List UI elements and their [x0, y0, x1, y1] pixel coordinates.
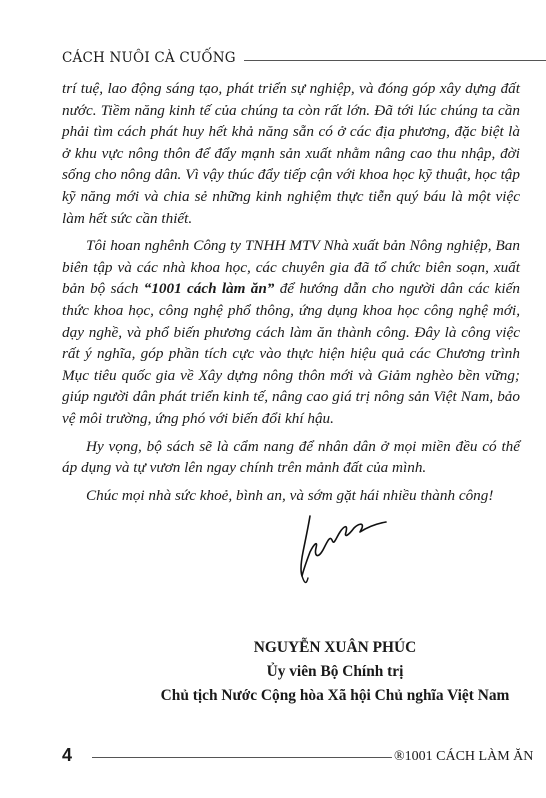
signer-title-1: Ủy viên Bộ Chính trị — [266, 663, 404, 680]
paragraph-3: Hy vọng, bộ sách sẽ là cẩm nang để nhân dân ở mọi miền đều có thể áp dụng và tự vươn lên ngay chính trên mảnh đất của mình. — [62, 437, 520, 477]
footer-series-title: ®1001 CÁCH LÀM ĂN — [394, 749, 534, 764]
paragraph-2 — [62, 235, 520, 429]
foreword-body — [62, 78, 520, 506]
signer-name: NGUYỄN XUÂN PHÚC — [253, 639, 417, 656]
paragraph-2-part-1: Tôi hoan nghênh Công ty TNHH MTV Nhà xuất bản Nông nghiệp, Ban biên tập và các nhà khoa học, các chuyên gia đã tổ chức biên soạn, xuất bản bộ sách — [62, 237, 520, 298]
page-number: 4 — [62, 745, 73, 765]
signature-block — [150, 636, 520, 708]
handwritten-signature — [296, 508, 396, 588]
header-rule — [244, 60, 546, 61]
footer-rule — [92, 757, 392, 758]
book-series-name: “1001 cách làm ăn” — [143, 280, 275, 298]
running-header-title: CÁCH NUÔI CÀ CUỐNG — [62, 50, 236, 66]
paragraph-2-part-2: để hướng dẫn cho người dân các kiến thức khoa học, công nghệ phổ thông, ứng dụng khoa học công nghệ mới, dạy nghề, và phổ biến phương cách làm ăn thành công. Đây là công việc rất ý nghĩa, góp phần tích cực vào thực hiện hiệu quả các Chương trình Mục tiêu quốc gia về Xây dựng nông thôn mới và Giảm nghèo bền vững; giúp người dân phát triển kinh tế, nâng cao giá trị nông sản Việt Nam, bảo vệ môi trường, ứng phó với biến đổi khí hậu. — [62, 280, 520, 427]
paragraph-4: Chúc mọi nhà sức khoẻ, bình an, và sớm gặt hái nhiều thành công! — [86, 486, 494, 504]
signer-title-2: Chủ tịch Nước Cộng hòa Xã hội Chủ nghĩa Việt Nam — [160, 687, 510, 704]
paragraph-1: trí tuệ, lao động sáng tạo, phát triển sự nghiệp, và đóng góp xây dựng đất nước. Tiềm năng kinh tế của chúng ta còn rất lớn. Đã tới lúc chúng ta cần phải tìm cách phát huy hết khả năng sẵn có ở các địa phương, đặc biệt là ở khu vực nông thôn để đẩy mạnh sản xuất nhằm nâng cao thu nhập, đời sống cho nông dân. Vì vậy thúc đẩy tiếp cận với khoa học kỹ thuật, học tập kỹ năng mới và chia sẻ những kinh nghiệm thực tiễn quý báu là một việc làm hết sức cần thiết. — [62, 80, 520, 227]
